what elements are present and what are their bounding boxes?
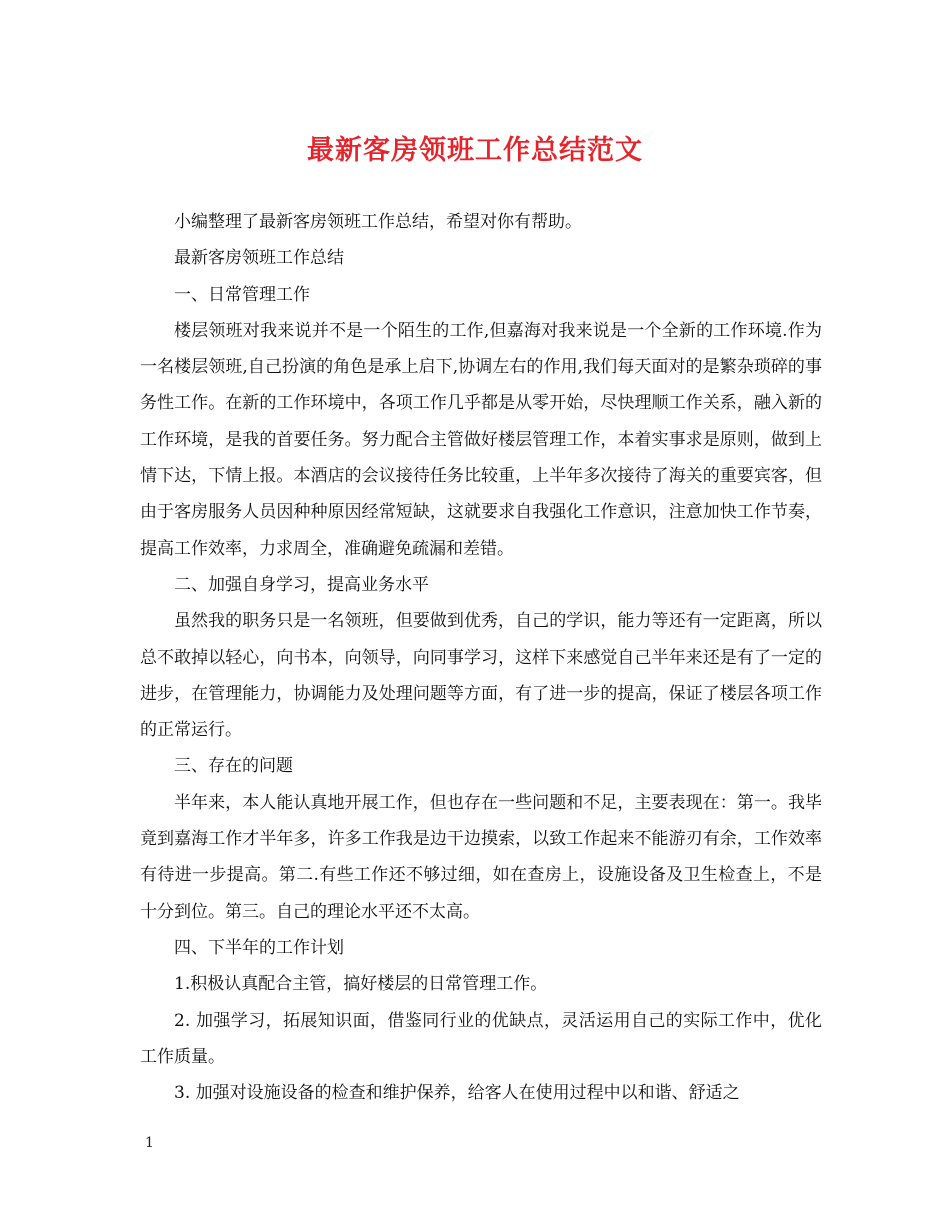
plan-item-2: 2. 加强学习，拓展知识面，借鉴同行业的优缺点，灵活运用自己的实际工作中，优化工作质量。 — [140, 1010, 822, 1067]
section-heading-4: 四、下半年的工作计划 — [174, 937, 344, 958]
section-heading-1: 一、日常管理工作 — [174, 284, 310, 305]
paragraph-section-2: 虽然我的职务只是一名领班，但要做到优秀，自己的学识，能力等还有一定距离，所以总不敢掉以轻心，向书本，向领导，向同事学习，这样下来感觉自己半年来还是有了一定的进步，在管理能力，协调能力及处理问题等方面，有了进一步的提高，保证了楼层各项工作的正常运行。 — [140, 611, 822, 741]
paragraph-intro: 小编整理了最新客房领班工作总结，希望对你有帮助。 — [174, 212, 582, 232]
paragraph-section-3: 半年来，本人能认真地开展工作，但也存在一些问题和不足，主要表现在：第一。我毕竟到嘉海工作才半年多，许多工作我是边干边摸索，以致工作起来不能游刃有余，工作效率有待进一步提高。第二.有些工作还不够过细，如在查房上，设施设备及卫生检查上，不是十分到位。第三。自己的理论水平还不太高。 — [140, 792, 822, 922]
page-number: 1 — [145, 1135, 154, 1151]
section-heading-2: 二、加强自身学习，提高业务水平 — [174, 574, 429, 595]
document-title: 最新客房领班工作总结范文 — [307, 135, 643, 166]
plan-item-3: 3. 加强对设施设备的检查和维护保养，给客人在使用过程中以和谐、舒适之 — [174, 1083, 740, 1104]
plan-item-1: 1.积极认真配合主管，搞好楼层的日常管理工作。 — [174, 974, 548, 995]
paragraph-section-1: 楼层领班对我来说并不是一个陌生的工作,但嘉海对我来说是一个全新的工作环境.作为一名楼层领班,自己扮演的角色是承上启下,协调左右的作用,我们每天面对的是繁杂琐碎的事务性工作。在新的工作环境中，各项工作几乎都是从零开始，尽快理顺工作关系，融入新的工作环境，是我的首要任务。努力配合主管做好楼层管理工作，本着实事求是原则，做到上情下达，下情上报。本酒店的会议接待任务比较重，上半年多次接待了海关的重要宾客，但由于客房服务人员因种种原因经常短缺，这就要求自我强化工作意识，注意加快工作节奏，提高工作效率，力求周全，准确避免疏漏和差错。 — [140, 320, 822, 559]
paragraph-subtitle: 最新客房领班工作总结 — [174, 248, 344, 269]
section-heading-3: 三、存在的问题 — [174, 756, 293, 777]
document-body — [140, 204, 822, 1111]
